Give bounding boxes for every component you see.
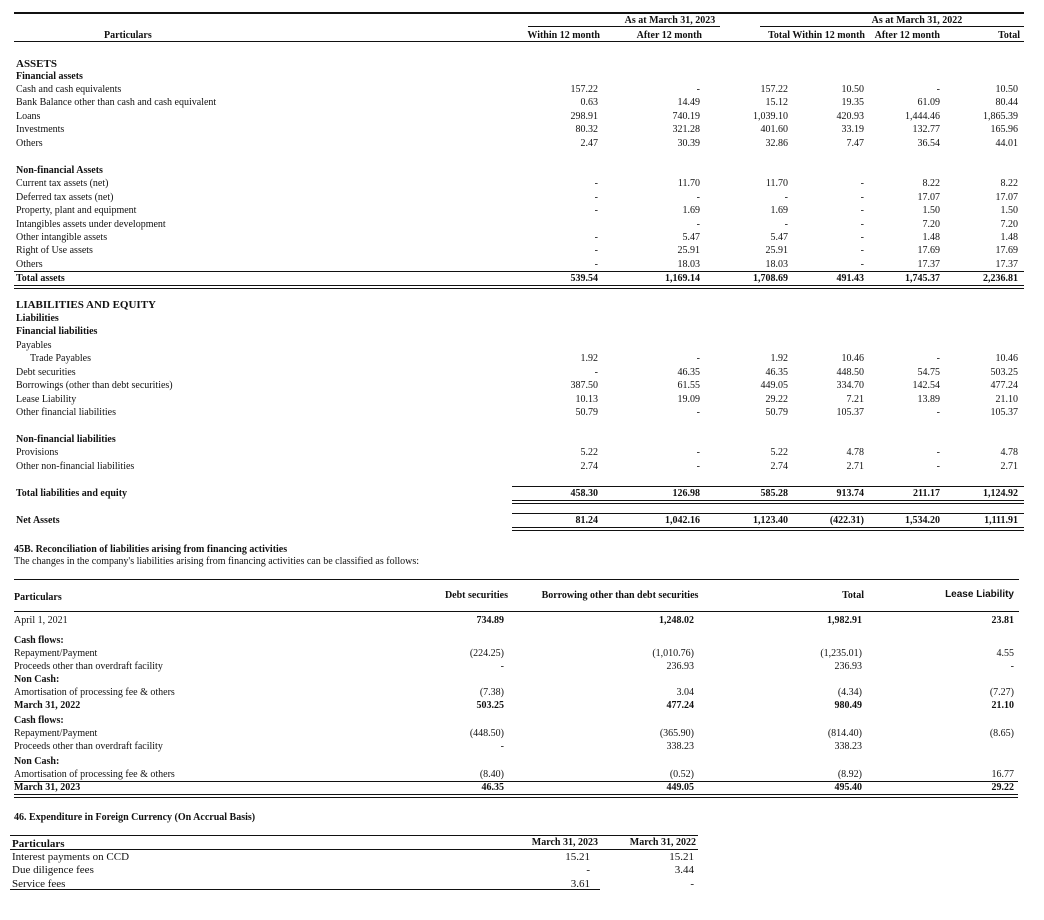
group-underline-2023	[528, 26, 720, 27]
total-rule	[512, 513, 1024, 514]
cell-value: -	[586, 864, 590, 876]
cell-value: 734.89	[476, 615, 504, 626]
cell-value: 1.50	[1000, 205, 1018, 216]
cell-value: 10.50	[995, 84, 1018, 95]
cell-value: 44.01	[995, 138, 1018, 149]
row-label: Non-financial Assets	[16, 165, 103, 176]
cell-value: 477.24	[990, 380, 1018, 391]
cell-value: 211.17	[913, 488, 940, 499]
cell-value: -	[936, 84, 940, 95]
cell-value: 448.50	[836, 367, 864, 378]
row-label: Deferred tax assets (net)	[16, 192, 114, 203]
cell-value: 8.22	[922, 178, 940, 189]
cell-value: 5.22	[770, 447, 788, 458]
cell-value: -	[1010, 661, 1014, 672]
cell-value: (0.52)	[669, 769, 694, 780]
cell-value: 7.20	[1000, 219, 1018, 230]
cell-value: -	[594, 192, 598, 203]
cell-value: -	[594, 205, 598, 216]
cell-value: 1,745.37	[905, 273, 940, 284]
cell-value: 17.07	[995, 192, 1018, 203]
group-header-2023: As at March 31, 2023	[624, 15, 716, 26]
row-label: Non Cash:	[14, 756, 60, 767]
cell-value: -	[696, 353, 700, 364]
row-label: March 31, 2022	[14, 700, 81, 711]
row-label: Loans	[16, 111, 41, 122]
cell-value: 236.93	[834, 661, 862, 672]
cell-value: -	[860, 178, 864, 189]
cell-value: -	[696, 407, 700, 418]
cell-value: 25.91	[765, 245, 788, 256]
cell-value: 503.25	[990, 367, 1018, 378]
cell-value: 10.46	[841, 353, 864, 364]
column-header: Total	[842, 590, 864, 601]
section-45b-subtitle: The changes in the company's liabilities arising from financing activities can be classified as follows:	[14, 556, 420, 567]
cell-value: 10.50	[841, 84, 864, 95]
cell-value: 36.54	[917, 138, 940, 149]
cell-value: -	[594, 367, 598, 378]
cell-value: 3.61	[570, 878, 590, 890]
table3-bottom-rule	[10, 889, 600, 890]
cell-value: 81.24	[575, 515, 598, 526]
cell-value: -	[860, 219, 864, 230]
cell-value: 46.35	[481, 782, 504, 793]
cell-value: 3.04	[676, 687, 694, 698]
cell-value: (365.90)	[659, 728, 694, 739]
cell-value: 1.48	[922, 232, 940, 243]
total-rule	[512, 486, 1024, 487]
cell-value: 1,865.39	[983, 111, 1018, 122]
cell-value: 50.79	[765, 407, 788, 418]
cell-value: 30.39	[677, 138, 700, 149]
row-label: Bank Balance other than cash and cash equivalent	[16, 97, 217, 108]
row-label: April 1, 2021	[14, 615, 68, 626]
cell-value: 32.86	[765, 138, 788, 149]
cell-value: 17.07	[917, 192, 940, 203]
row-label: March 31, 2023	[14, 782, 81, 793]
cell-value: 105.37	[836, 407, 864, 418]
column-header: Particulars	[12, 838, 65, 850]
cell-value: -	[594, 245, 598, 256]
cell-value: 338.23	[834, 741, 862, 752]
cell-value: 2.47	[580, 138, 598, 149]
row-label: Right of Use assets	[16, 245, 93, 256]
cell-value: 585.28	[760, 488, 788, 499]
row-label: Proceeds other than overdraft facility	[14, 741, 163, 752]
column-header: Total	[998, 30, 1020, 41]
total-double-rule	[512, 500, 1024, 504]
row-label: Intangibles assets under development	[16, 219, 166, 230]
cell-value: 19.09	[677, 394, 700, 405]
cell-value: -	[594, 232, 598, 243]
cell-value: 19.35	[841, 97, 864, 108]
cell-value: -	[594, 178, 598, 189]
cell-value: 80.44	[995, 97, 1018, 108]
cell-value: 4.78	[846, 447, 864, 458]
cell-value: 5.22	[580, 447, 598, 458]
cell-value: 1,248.02	[659, 615, 694, 626]
cell-value: 334.70	[836, 380, 864, 391]
column-header: March 31, 2022	[629, 837, 696, 848]
cell-value: 1.69	[770, 205, 788, 216]
cell-value: 16.77	[991, 769, 1014, 780]
cell-value: (448.50)	[469, 728, 504, 739]
cell-value: 33.19	[841, 124, 864, 135]
cell-value: 321.28	[672, 124, 700, 135]
cell-value: 1,039.10	[753, 111, 788, 122]
cell-value: 338.23	[666, 741, 694, 752]
cell-value: 11.70	[765, 178, 788, 189]
cell-value: 7.21	[846, 394, 864, 405]
cell-value: 15.21	[565, 851, 590, 863]
cell-value: 15.12	[765, 97, 788, 108]
table3-top-rule	[10, 835, 698, 836]
row-label: Property, plant and equipment	[16, 205, 137, 216]
column-header: Lease Liability	[945, 589, 1014, 600]
table2-double-rule	[14, 794, 1018, 798]
row-label: ASSETS	[16, 58, 57, 70]
cell-value: 13.89	[917, 394, 940, 405]
cell-value: 61.55	[677, 380, 700, 391]
cell-value: 1.48	[1000, 232, 1018, 243]
cell-value: 495.40	[834, 782, 862, 793]
row-label: Cash flows:	[14, 635, 64, 646]
cell-value: 142.54	[912, 380, 940, 391]
cell-value: (814.40)	[827, 728, 862, 739]
cell-value: 18.03	[765, 259, 788, 270]
cell-value: (8.65)	[989, 728, 1014, 739]
row-label: Total assets	[16, 273, 65, 284]
cell-value: 913.74	[836, 488, 864, 499]
cell-value: (7.38)	[479, 687, 504, 698]
row-label: Current tax assets (net)	[16, 178, 109, 189]
cell-value: 29.22	[991, 782, 1014, 793]
cell-value: -	[696, 192, 700, 203]
cell-value: (422.31)	[829, 515, 864, 526]
cell-value: (1,235.01)	[820, 648, 862, 659]
cell-value: -	[936, 353, 940, 364]
cell-value: 458.30	[570, 488, 598, 499]
total-double-rule	[14, 285, 1024, 289]
row-label: Investments	[16, 124, 65, 135]
cell-value: 1,042.16	[665, 515, 700, 526]
row-label: Cash flows:	[14, 715, 64, 726]
cell-value: 2.71	[1000, 461, 1018, 472]
cell-value: 7.20	[922, 219, 940, 230]
cell-value: 8.22	[1000, 178, 1018, 189]
cell-value: -	[784, 192, 788, 203]
total-double-rule	[512, 527, 1024, 531]
cell-value: 401.60	[760, 124, 788, 135]
cell-value: (8.92)	[837, 769, 862, 780]
table2-header-rule	[14, 611, 1019, 612]
cell-value: 2.74	[770, 461, 788, 472]
column-header: Particulars	[14, 592, 62, 603]
cell-value: 1,982.91	[827, 615, 862, 626]
cell-value: 491.43	[836, 273, 864, 284]
table2-total-rule	[14, 781, 1018, 782]
cell-value: 449.05	[760, 380, 788, 391]
column-header: After 12 month	[874, 30, 940, 41]
cell-value: -	[936, 461, 940, 472]
cell-value: -	[696, 461, 700, 472]
group-header-2022: As at March 31, 2022	[871, 15, 963, 26]
row-label: Total liabilities and equity	[16, 488, 128, 499]
column-header: Within 12 month	[527, 30, 600, 41]
cell-value: 1,124.92	[983, 488, 1018, 499]
cell-value: 0.63	[580, 97, 598, 108]
cell-value: 1.92	[580, 353, 598, 364]
cell-value: 165.96	[990, 124, 1018, 135]
table1-top-rule	[14, 12, 1024, 14]
cell-value: 1,444.46	[905, 111, 940, 122]
cell-value: -	[696, 219, 700, 230]
cell-value: 1,169.14	[665, 273, 700, 284]
total-rule	[14, 271, 1024, 272]
cell-value: -	[936, 407, 940, 418]
cell-value: 1,708.69	[753, 273, 788, 284]
column-header: Debt securities	[444, 590, 508, 601]
row-label: Amortisation of processing fee & others	[14, 769, 175, 780]
cell-value: 1.92	[770, 353, 788, 364]
particulars-header: Particulars	[104, 30, 152, 41]
column-header: Borrowing other than debt securities	[541, 590, 699, 601]
table2-top-rule	[14, 579, 1019, 580]
cell-value: 420.93	[836, 111, 864, 122]
cell-value: 17.69	[917, 245, 940, 256]
cell-value: 105.37	[990, 407, 1018, 418]
cell-value: 1.50	[922, 205, 940, 216]
cell-value: 449.05	[666, 782, 694, 793]
cell-value: 46.35	[677, 367, 700, 378]
table3-header-rule	[10, 849, 698, 850]
cell-value: 11.70	[677, 178, 700, 189]
cell-value: 126.98	[672, 488, 700, 499]
cell-value: 10.46	[995, 353, 1018, 364]
cell-value: (7.27)	[989, 687, 1014, 698]
cell-value: 2,236.81	[983, 273, 1018, 284]
row-label: Amortisation of processing fee & others	[14, 687, 175, 698]
cell-value: (224.25)	[469, 648, 504, 659]
cell-value: 1.69	[682, 205, 700, 216]
cell-value: 25.91	[677, 245, 700, 256]
cell-value: 7.47	[846, 138, 864, 149]
cell-value: 387.50	[570, 380, 598, 391]
row-label: Repayment/Payment	[14, 728, 98, 739]
table1-header-rule	[14, 41, 1024, 42]
row-label: Debt securities	[16, 367, 76, 378]
cell-value: 54.75	[917, 367, 940, 378]
column-header: Within 12 month	[792, 30, 865, 41]
group-underline-2022	[760, 26, 1024, 27]
row-label: Due diligence fees	[12, 864, 94, 876]
cell-value: 80.32	[575, 124, 598, 135]
cell-value: -	[500, 661, 504, 672]
cell-value: -	[696, 84, 700, 95]
cell-value: -	[860, 232, 864, 243]
cell-value: 23.81	[991, 615, 1014, 626]
cell-value: -	[594, 259, 598, 270]
row-label: Net Assets	[16, 515, 60, 526]
cell-value: 980.49	[834, 700, 862, 711]
cell-value: 17.37	[995, 259, 1018, 270]
cell-value: 236.93	[666, 661, 694, 672]
row-label: Trade Payables	[30, 353, 92, 364]
cell-value: -	[860, 205, 864, 216]
column-header: After 12 month	[636, 30, 702, 41]
cell-value: 5.47	[770, 232, 788, 243]
row-label: Others	[16, 138, 43, 149]
cell-value: -	[784, 219, 788, 230]
cell-value: 21.10	[991, 700, 1014, 711]
cell-value: 4.55	[996, 648, 1014, 659]
row-label: Financial liabilities	[16, 326, 98, 337]
cell-value: 298.91	[570, 111, 598, 122]
column-header: March 31, 2023	[531, 837, 598, 848]
cell-value: (8.40)	[479, 769, 504, 780]
row-label: Proceeds other than overdraft facility	[14, 661, 163, 672]
row-label: Borrowings (other than debt securities)	[16, 380, 173, 391]
cell-value: 477.24	[666, 700, 694, 711]
cell-value: (4.34)	[837, 687, 862, 698]
row-label: Lease Liability	[16, 394, 77, 405]
row-label: Provisions	[16, 447, 59, 458]
cell-value: 503.25	[476, 700, 504, 711]
cell-value: 17.37	[917, 259, 940, 270]
cell-value: 157.22	[570, 84, 598, 95]
cell-value: 17.69	[995, 245, 1018, 256]
cell-value: -	[500, 741, 504, 752]
section-45b-title: 45B. Reconciliation of liabilities arising from financing activities	[14, 544, 288, 555]
row-label: Financial assets	[16, 71, 83, 82]
cell-value: 1,123.40	[753, 515, 788, 526]
row-label: Other non-financial liabilities	[16, 461, 135, 472]
cell-value: (1,010.76)	[652, 648, 694, 659]
cell-value: 61.09	[917, 97, 940, 108]
cell-value: 5.47	[682, 232, 700, 243]
cell-value: 50.79	[575, 407, 598, 418]
row-label: Interest payments on CCD	[12, 851, 130, 863]
cell-value: -	[696, 447, 700, 458]
cell-value: 4.78	[1000, 447, 1018, 458]
section-46-title: 46. Expenditure in Foreign Currency (On Accrual Basis)	[14, 812, 256, 823]
cell-value: 1,111.91	[984, 515, 1018, 526]
cell-value: 14.49	[677, 97, 700, 108]
cell-value: -	[860, 259, 864, 270]
row-label: Non Cash:	[14, 674, 60, 685]
cell-value: 2.74	[580, 461, 598, 472]
row-label: Others	[16, 259, 43, 270]
cell-value: 3.44	[674, 864, 694, 876]
cell-value: 1,534.20	[905, 515, 940, 526]
cell-value: 29.22	[765, 394, 788, 405]
cell-value: 740.19	[672, 111, 700, 122]
cell-value: 2.71	[846, 461, 864, 472]
row-label: Non-financial liabilities	[16, 434, 116, 445]
cell-value: -	[860, 245, 864, 256]
cell-value: 21.10	[995, 394, 1018, 405]
cell-value: 15.21	[669, 851, 694, 863]
cell-value: -	[690, 878, 694, 890]
column-header: Total	[768, 30, 790, 41]
cell-value: 46.35	[765, 367, 788, 378]
row-label: Cash and cash equivalents	[16, 84, 122, 95]
row-label: Other intangible assets	[16, 232, 108, 243]
cell-value: -	[860, 192, 864, 203]
row-label: LIABILITIES AND EQUITY	[16, 299, 156, 311]
cell-value: 18.03	[677, 259, 700, 270]
cell-value: -	[936, 447, 940, 458]
row-label: Payables	[16, 340, 52, 351]
row-label: Service fees	[12, 878, 66, 890]
cell-value: 539.54	[570, 273, 598, 284]
row-label: Repayment/Payment	[14, 648, 98, 659]
cell-value: 132.77	[912, 124, 940, 135]
row-label: Other financial liabilities	[16, 407, 116, 418]
row-label: Liabilities	[16, 313, 59, 324]
cell-value: 10.13	[575, 394, 598, 405]
cell-value: 157.22	[760, 84, 788, 95]
